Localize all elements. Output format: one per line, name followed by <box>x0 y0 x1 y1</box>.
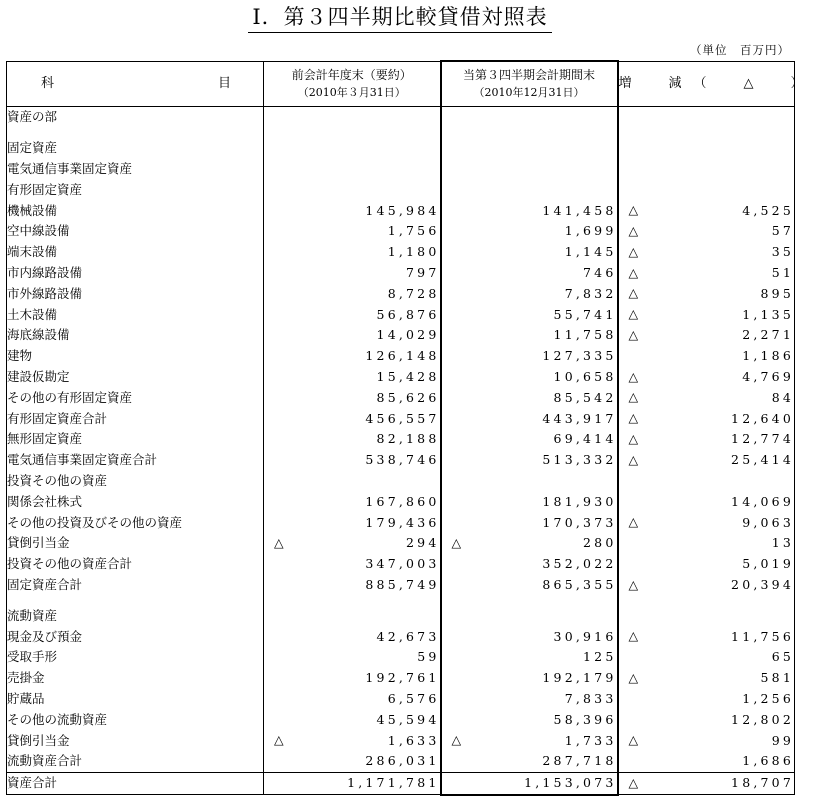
row-label: 端末設備 <box>7 242 264 263</box>
cell-diff <box>618 242 795 263</box>
cell-prev <box>264 533 441 554</box>
cell-diff <box>618 512 795 533</box>
negative-mark: △ <box>451 732 462 748</box>
row-label: 資産の部 <box>7 107 264 128</box>
row-label: 貯蔵品 <box>7 689 264 710</box>
cell-diff <box>618 387 795 408</box>
row-label: 固定資産合計 <box>7 575 264 596</box>
table-row <box>7 626 795 647</box>
cell-value: 287,718 <box>542 753 617 769</box>
row-label: その他の投資及びその他の資産 <box>7 512 264 533</box>
table-row <box>7 387 795 408</box>
table-row <box>7 471 795 492</box>
cell-prev <box>264 709 441 730</box>
cell-curr <box>441 668 618 689</box>
cell-value: 141,458 <box>542 202 617 218</box>
cell-curr <box>441 200 618 221</box>
cell-value: 20,394 <box>731 576 794 592</box>
cell-curr <box>441 647 618 668</box>
header-curr <box>441 61 618 107</box>
table-row <box>7 242 795 263</box>
cell-value: 294 <box>406 535 440 551</box>
table-row <box>7 689 795 710</box>
table-row <box>7 772 795 794</box>
cell-prev <box>264 730 441 751</box>
table-row <box>7 605 795 626</box>
negative-mark: △ <box>628 222 639 238</box>
table-header-row <box>7 61 795 107</box>
cell-diff <box>618 325 795 346</box>
cell-value: 1,756 <box>387 223 440 239</box>
cell-curr <box>441 575 618 596</box>
cell-value: 4,525 <box>742 202 794 218</box>
cell-curr <box>441 772 618 794</box>
negative-mark: △ <box>628 451 639 467</box>
cell-value: 347,003 <box>365 556 440 572</box>
cell-value: 65 <box>771 649 794 665</box>
cell-diff <box>618 304 795 325</box>
cell-prev <box>264 107 441 128</box>
cell-value: 51 <box>771 264 794 280</box>
cell-prev <box>264 689 441 710</box>
cell-curr <box>441 626 618 647</box>
negative-mark: △ <box>628 285 639 301</box>
gap-cell <box>7 595 264 605</box>
cell-value: 5,019 <box>742 556 794 572</box>
cell-value: 13 <box>771 535 794 551</box>
cell-prev <box>264 408 441 429</box>
cell-prev <box>264 179 441 200</box>
cell-curr <box>441 325 618 346</box>
row-label: 固定資産 <box>7 138 264 159</box>
table-row <box>7 429 795 450</box>
cell-value: 69,414 <box>553 431 617 447</box>
cell-prev <box>264 138 441 159</box>
header-prev <box>264 61 441 107</box>
cell-prev <box>264 325 441 346</box>
cell-curr <box>441 689 618 710</box>
row-label: 売掛金 <box>7 668 264 689</box>
cell-diff <box>618 159 795 180</box>
negative-mark: △ <box>628 774 639 790</box>
cell-value: 286,031 <box>365 753 440 769</box>
table-row <box>7 408 795 429</box>
table-gap-row <box>7 128 795 138</box>
cell-prev <box>264 304 441 325</box>
cell-value: 7,833 <box>564 690 617 706</box>
cell-value: 581 <box>760 670 794 686</box>
row-label: 電気通信事業固定資産合計 <box>7 450 264 471</box>
row-label: その他の流動資産 <box>7 709 264 730</box>
balance-sheet-table <box>6 60 816 796</box>
table-row <box>7 107 795 128</box>
cell-value: 1,699 <box>564 223 617 239</box>
negative-mark: △ <box>274 534 284 550</box>
table-row <box>7 668 795 689</box>
cell-value: 14,029 <box>376 327 440 343</box>
cell-value: 797 <box>406 264 440 280</box>
table-row <box>7 647 795 668</box>
row-label: 流動資産合計 <box>7 751 264 772</box>
cell-value: 12,774 <box>731 431 794 447</box>
cell-curr <box>441 709 618 730</box>
cell-prev <box>264 491 441 512</box>
row-label: 貸倒引当金 <box>7 730 264 751</box>
cell-value: 55,741 <box>553 306 617 322</box>
cell-prev <box>264 283 441 304</box>
row-label: 機械設備 <box>7 200 264 221</box>
cell-curr <box>441 159 618 180</box>
negative-mark: △ <box>628 306 639 322</box>
cell-prev <box>264 626 441 647</box>
negative-mark: △ <box>628 264 639 280</box>
cell-value: 1,686 <box>742 753 794 769</box>
table-row <box>7 325 795 346</box>
header-item-left: 科 <box>41 75 55 91</box>
gap-cell <box>618 595 795 605</box>
cell-prev <box>264 605 441 626</box>
header-prev-date: （2010年３月31日） <box>297 85 406 99</box>
page-title-container <box>0 0 800 36</box>
cell-value: 192,761 <box>365 670 440 686</box>
table-row <box>7 554 795 575</box>
cell-prev <box>264 429 441 450</box>
table-row <box>7 159 795 180</box>
cell-diff <box>618 689 795 710</box>
table-gap-row <box>7 595 795 605</box>
header-curr-date: （2010年12月31日） <box>473 86 585 99</box>
cell-value: 1,733 <box>564 732 617 748</box>
table-row <box>7 709 795 730</box>
cell-diff <box>618 772 795 794</box>
cell-curr <box>441 179 618 200</box>
header-item-right: 目 <box>217 75 231 91</box>
cell-diff <box>618 429 795 450</box>
cell-value: 12,802 <box>731 711 794 727</box>
table-row <box>7 304 795 325</box>
cell-prev <box>264 263 441 284</box>
table-row <box>7 283 795 304</box>
cell-value: 125 <box>583 649 617 665</box>
cell-curr <box>441 730 618 751</box>
cell-diff <box>618 200 795 221</box>
cell-diff <box>618 605 795 626</box>
cell-value: 84 <box>771 389 794 405</box>
cell-prev <box>264 200 441 221</box>
table-row <box>7 575 795 596</box>
cell-value: 59 <box>417 649 440 665</box>
table-row <box>7 533 795 554</box>
cell-prev <box>264 554 441 575</box>
cell-value: 513,332 <box>542 452 617 468</box>
row-label: 関係会社株式 <box>7 491 264 512</box>
cell-diff <box>618 107 795 128</box>
header-prev-label: 前会計年度末（要約） <box>291 67 412 82</box>
negative-mark: △ <box>628 368 639 384</box>
cell-value: 10,658 <box>553 368 617 384</box>
cell-value: 9,063 <box>742 514 794 530</box>
cell-value: 127,335 <box>542 348 617 364</box>
cell-prev <box>264 367 441 388</box>
cell-curr <box>441 242 618 263</box>
row-label: 有形固定資産合計 <box>7 408 264 429</box>
cell-value: 280 <box>583 535 617 551</box>
cell-diff <box>618 668 795 689</box>
cell-prev <box>264 772 441 794</box>
cell-prev <box>264 668 441 689</box>
cell-curr <box>441 533 618 554</box>
row-label: 空中線設備 <box>7 221 264 242</box>
cell-value: 85,626 <box>376 389 440 405</box>
table-row <box>7 730 795 751</box>
cell-value: 885,749 <box>365 576 440 592</box>
cell-value: 746 <box>583 264 617 280</box>
row-label: 土木設備 <box>7 304 264 325</box>
cell-diff <box>618 533 795 554</box>
cell-value: 45,594 <box>376 711 440 727</box>
row-label: 市内線路設備 <box>7 263 264 284</box>
cell-value: 6,576 <box>387 690 440 706</box>
cell-prev <box>264 575 441 596</box>
cell-curr <box>441 367 618 388</box>
table-body <box>7 107 795 795</box>
cell-value: 167,860 <box>365 493 440 509</box>
cell-value: 895 <box>760 285 794 301</box>
cell-value: 58,396 <box>553 711 617 727</box>
cell-value: 443,917 <box>542 410 617 426</box>
cell-prev <box>264 387 441 408</box>
header-curr-label: 当第３四半期会計期間末 <box>462 68 595 82</box>
cell-prev <box>264 242 441 263</box>
cell-value: 42,673 <box>376 628 440 644</box>
cell-prev <box>264 346 441 367</box>
negative-mark: △ <box>628 326 639 342</box>
cell-curr <box>441 450 618 471</box>
cell-diff <box>618 408 795 429</box>
gap-cell <box>264 128 441 138</box>
cell-diff <box>618 471 795 492</box>
table-row <box>7 200 795 221</box>
negative-mark: △ <box>628 576 639 592</box>
cell-value: 12,640 <box>731 410 794 426</box>
cell-curr <box>441 512 618 533</box>
cell-value: 1,171,781 <box>347 775 440 791</box>
cell-curr <box>441 471 618 492</box>
negative-mark: △ <box>628 732 639 748</box>
cell-diff <box>618 647 795 668</box>
header-diff: 増 減（ △ ） <box>618 61 795 107</box>
cell-diff <box>618 138 795 159</box>
cell-value: 56,876 <box>376 306 440 322</box>
cell-prev <box>264 221 441 242</box>
cell-prev <box>264 159 441 180</box>
cell-prev <box>264 512 441 533</box>
cell-value: 7,832 <box>564 285 617 301</box>
gap-cell <box>264 595 441 605</box>
cell-diff <box>618 283 795 304</box>
cell-diff <box>618 491 795 512</box>
cell-curr <box>441 283 618 304</box>
cell-value: 11,758 <box>553 327 617 343</box>
cell-value: 8,728 <box>387 285 440 301</box>
cell-curr <box>441 263 618 284</box>
cell-prev <box>264 471 441 492</box>
cell-diff <box>618 450 795 471</box>
cell-diff <box>618 367 795 388</box>
cell-diff <box>618 554 795 575</box>
negative-mark: △ <box>628 243 639 259</box>
cell-curr <box>441 605 618 626</box>
row-label: その他の有形固定資産 <box>7 387 264 408</box>
cell-value: 1,633 <box>387 732 440 748</box>
cell-value: 85,542 <box>553 389 617 405</box>
row-label: 無形固定資産 <box>7 429 264 450</box>
cell-value: 352,022 <box>542 556 617 572</box>
cell-prev <box>264 751 441 772</box>
row-label: 流動資産 <box>7 605 264 626</box>
cell-value: 456,557 <box>365 410 440 426</box>
gap-cell <box>7 128 264 138</box>
cell-curr <box>441 491 618 512</box>
row-label: 市外線路設備 <box>7 283 264 304</box>
cell-diff <box>618 221 795 242</box>
cell-diff <box>618 626 795 647</box>
cell-value: 14,069 <box>731 493 794 509</box>
table-row <box>7 491 795 512</box>
cell-value: 57 <box>771 223 794 239</box>
cell-value: 30,916 <box>553 628 617 644</box>
row-label: 建物 <box>7 346 264 367</box>
cell-value: 1,135 <box>742 306 794 322</box>
cell-value: 82,188 <box>376 431 440 447</box>
negative-mark: △ <box>628 669 639 685</box>
cell-value: 15,428 <box>376 368 440 384</box>
negative-mark: △ <box>451 534 462 550</box>
cell-value: 192,179 <box>542 670 617 686</box>
cell-prev <box>264 450 441 471</box>
cell-curr <box>441 554 618 575</box>
cell-value: 170,373 <box>542 514 617 530</box>
gap-cell <box>441 595 618 605</box>
cell-curr <box>441 304 618 325</box>
cell-value: 4,769 <box>742 368 794 384</box>
negative-mark: △ <box>628 389 639 405</box>
table-row <box>7 512 795 533</box>
cell-curr <box>441 346 618 367</box>
cell-curr <box>441 751 618 772</box>
negative-mark: △ <box>628 202 639 218</box>
negative-mark: △ <box>628 430 639 446</box>
row-label: 電気通信事業固定資産 <box>7 159 264 180</box>
cell-curr <box>441 429 618 450</box>
gap-cell <box>441 128 618 138</box>
cell-value: 145,984 <box>365 202 440 218</box>
row-label: 受取手形 <box>7 647 264 668</box>
row-label: 建設仮勘定 <box>7 367 264 388</box>
row-label: 投資その他の資産 <box>7 471 264 492</box>
cell-value: 99 <box>771 732 794 748</box>
cell-diff <box>618 346 795 367</box>
table-row <box>7 367 795 388</box>
cell-diff <box>618 179 795 200</box>
cell-value: 1,153,073 <box>524 775 617 791</box>
cell-value: 126,148 <box>365 348 440 364</box>
table-row <box>7 179 795 200</box>
table-row <box>7 263 795 284</box>
cell-curr <box>441 138 618 159</box>
cell-value: 1,186 <box>742 348 794 364</box>
cell-value: 11,756 <box>731 628 794 644</box>
cell-value: 25,414 <box>731 452 794 468</box>
negative-mark: △ <box>274 732 284 748</box>
cell-curr <box>441 107 618 128</box>
cell-value: 1,145 <box>564 244 617 260</box>
row-label: 投資その他の資産合計 <box>7 554 264 575</box>
cell-diff <box>618 575 795 596</box>
cell-diff <box>618 263 795 284</box>
table-row <box>7 221 795 242</box>
cell-value: 35 <box>771 244 794 260</box>
cell-value: 18,707 <box>731 775 794 791</box>
cell-curr <box>441 408 618 429</box>
cell-diff <box>618 730 795 751</box>
table-row <box>7 138 795 159</box>
cell-value: 538,746 <box>365 452 440 468</box>
negative-mark: △ <box>628 410 639 426</box>
cell-diff <box>618 751 795 772</box>
cell-value: 1,180 <box>387 244 440 260</box>
cell-value: 181,930 <box>542 493 617 509</box>
row-label: 有形固定資産 <box>7 179 264 200</box>
gap-cell <box>618 128 795 138</box>
cell-curr <box>441 221 618 242</box>
cell-value: 179,436 <box>365 514 440 530</box>
negative-mark: △ <box>628 514 639 530</box>
row-label: 現金及び預金 <box>7 626 264 647</box>
row-label: 貸倒引当金 <box>7 533 264 554</box>
table-row <box>7 751 795 772</box>
negative-mark: △ <box>628 628 639 644</box>
page-title: Ⅰ．第３四半期比較貸借対照表 <box>248 2 551 33</box>
cell-prev <box>264 647 441 668</box>
header-item <box>7 61 264 107</box>
cell-value: 2,271 <box>742 327 794 343</box>
unit-label: （単位 百万円） <box>690 43 790 57</box>
table-row <box>7 346 795 367</box>
table-row <box>7 450 795 471</box>
cell-curr <box>441 387 618 408</box>
cell-value: 1,256 <box>742 690 794 706</box>
row-label: 資産合計 <box>7 772 264 794</box>
cell-value: 865,355 <box>542 576 617 592</box>
cell-diff <box>618 709 795 730</box>
row-label: 海底線設備 <box>7 325 264 346</box>
